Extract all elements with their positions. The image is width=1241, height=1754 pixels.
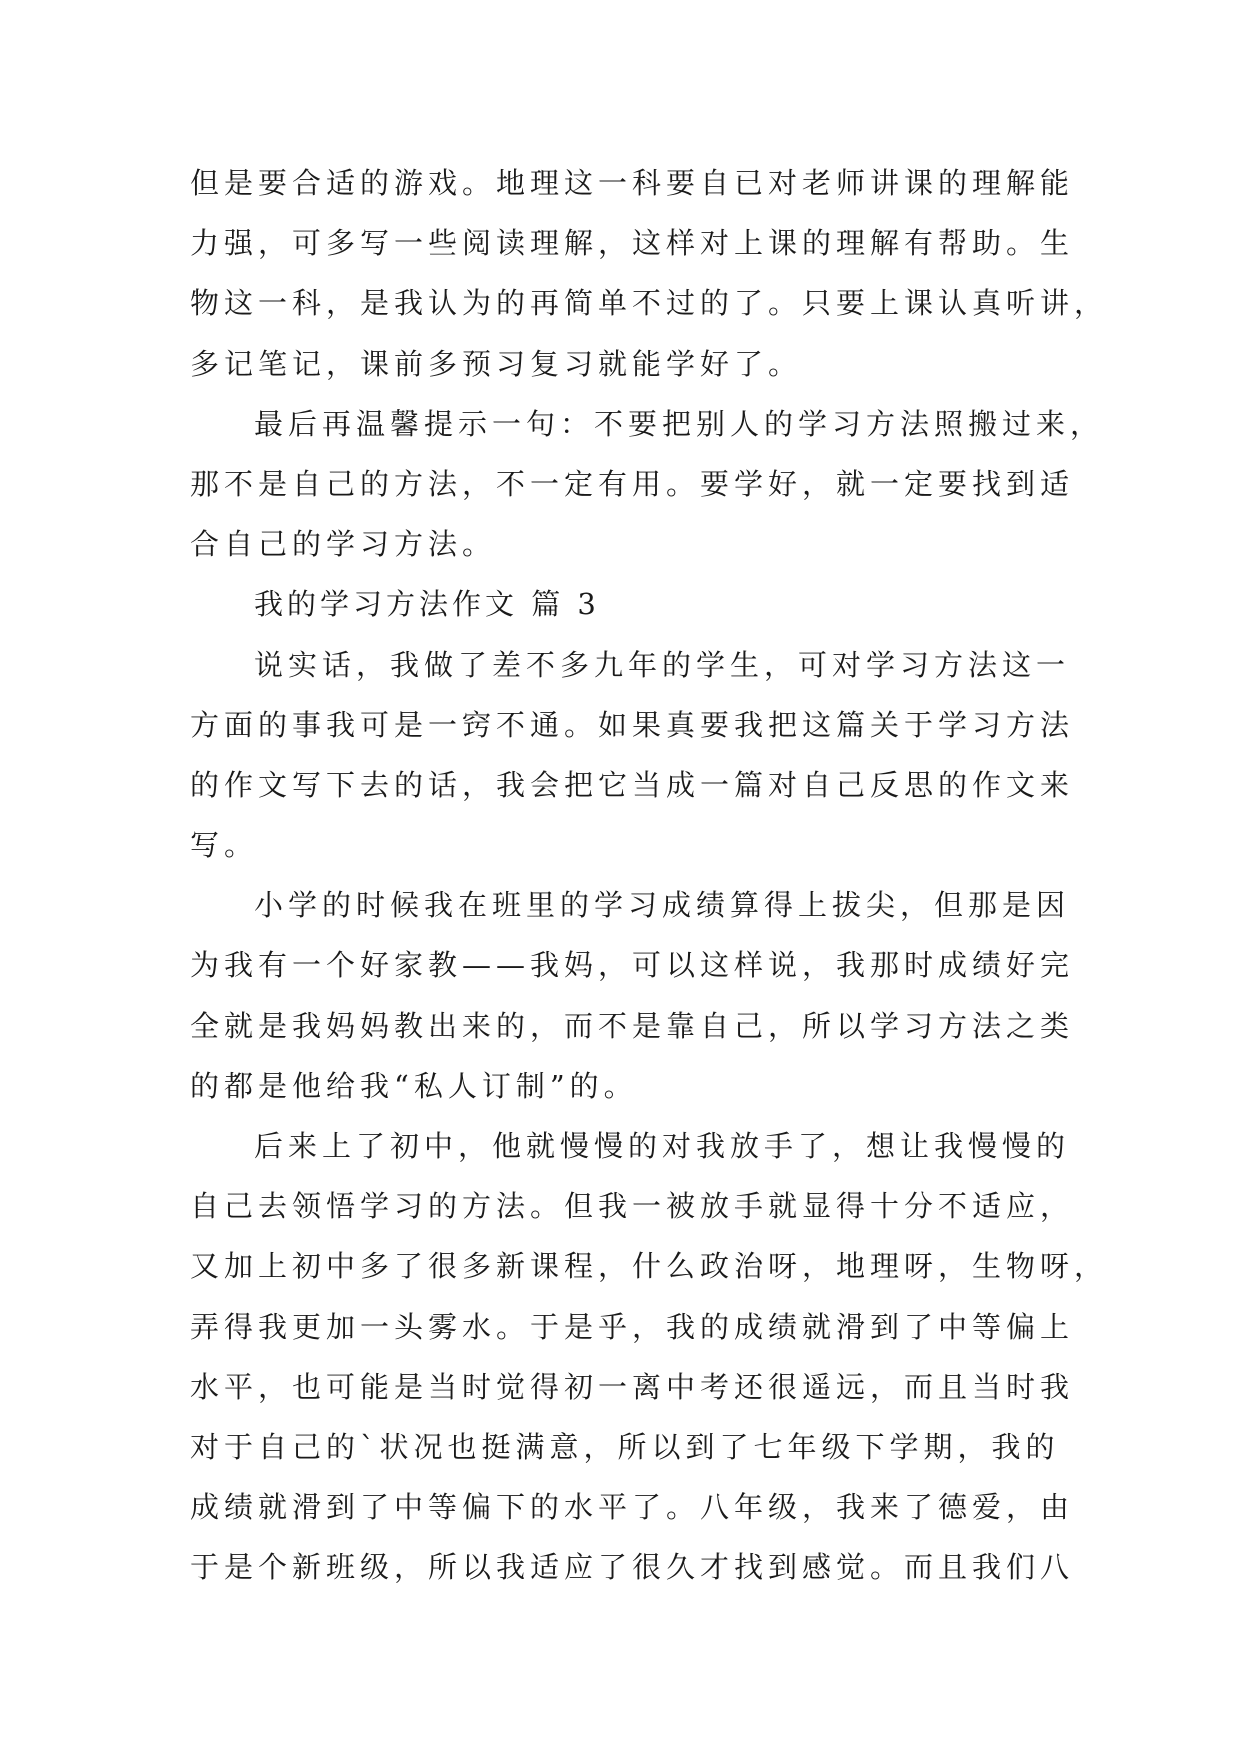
- text-line: 成绩就滑到了中等偏下的水平了。八年级，我来了德爱，由: [190, 1490, 1075, 1525]
- body-text: [190, 153, 1109, 1598]
- text-line: 弄得我更加一头雾水。于是乎，我的成绩就滑到了中等偏上: [190, 1309, 1075, 1344]
- text-line: 后来上了初中，他就慢慢的对我放手了，想让我慢慢的: [254, 1129, 1071, 1163]
- text-line: 的都是他给我“私人订制”的。: [190, 1068, 638, 1103]
- text-line: 对于自己的`状况也挺满意，所以到了七年级下学期，我的: [190, 1429, 1060, 1464]
- text-line: 方面的事我可是一窍不通。如果真要我把这篇关于学习方法: [190, 707, 1075, 742]
- text-line: 说实话，我做了差不多九年的学生，可对学习方法这一: [254, 647, 1071, 682]
- text-line: 又加上初中多了很多新课程，什么政治呀，地理呀，生物呀，: [190, 1249, 1109, 1284]
- text-line: 全就是我妈妈教出来的，而不是靠自己，所以学习方法之类: [190, 1008, 1075, 1043]
- text-line: 水平，也可能是当时觉得初一离中考还很遥远，而且当时我: [190, 1369, 1075, 1404]
- text-line: 为我有一个好家教——我妈，可以这样说，我那时成绩好完: [190, 948, 1075, 983]
- text-line: 于是个新班级，所以我适应了很久才找到感觉。而且我们八: [190, 1550, 1075, 1585]
- text-line: 但是要合适的游戏。地理这一科要自已对老师讲课的理解能: [190, 166, 1075, 200]
- text-line: 力强，可多写一些阅读理解，这样对上课的理解有帮助。生: [190, 226, 1075, 261]
- section-heading: 我的学习方法作文 篇 3: [254, 587, 600, 622]
- text-line: 的作文写下去的话，我会把它当成一篇对自己反思的作文来: [190, 767, 1075, 802]
- text-line: 合自己的学习方法。: [190, 527, 497, 562]
- text-line: 物这一科，是我认为的再简单不过的了。只要上课认真听讲，: [190, 286, 1109, 321]
- text-line: 小学的时候我在班里的学习成绩算得上拔尖，但那是因: [254, 888, 1071, 923]
- text-line: 多记笔记，课前多预习复习就能学好了。: [190, 346, 803, 381]
- text-line: 最后再温馨提示一句：不要把别人的学习方法照搬过来，: [254, 406, 1105, 441]
- text-line: 写。: [190, 828, 259, 863]
- text-line: 那不是自己的方法，不一定有用。要学好，就一定要找到适: [190, 466, 1075, 501]
- text-line: 自己去领悟学习的方法。但我一被放手就显得十分不适应，: [190, 1189, 1075, 1224]
